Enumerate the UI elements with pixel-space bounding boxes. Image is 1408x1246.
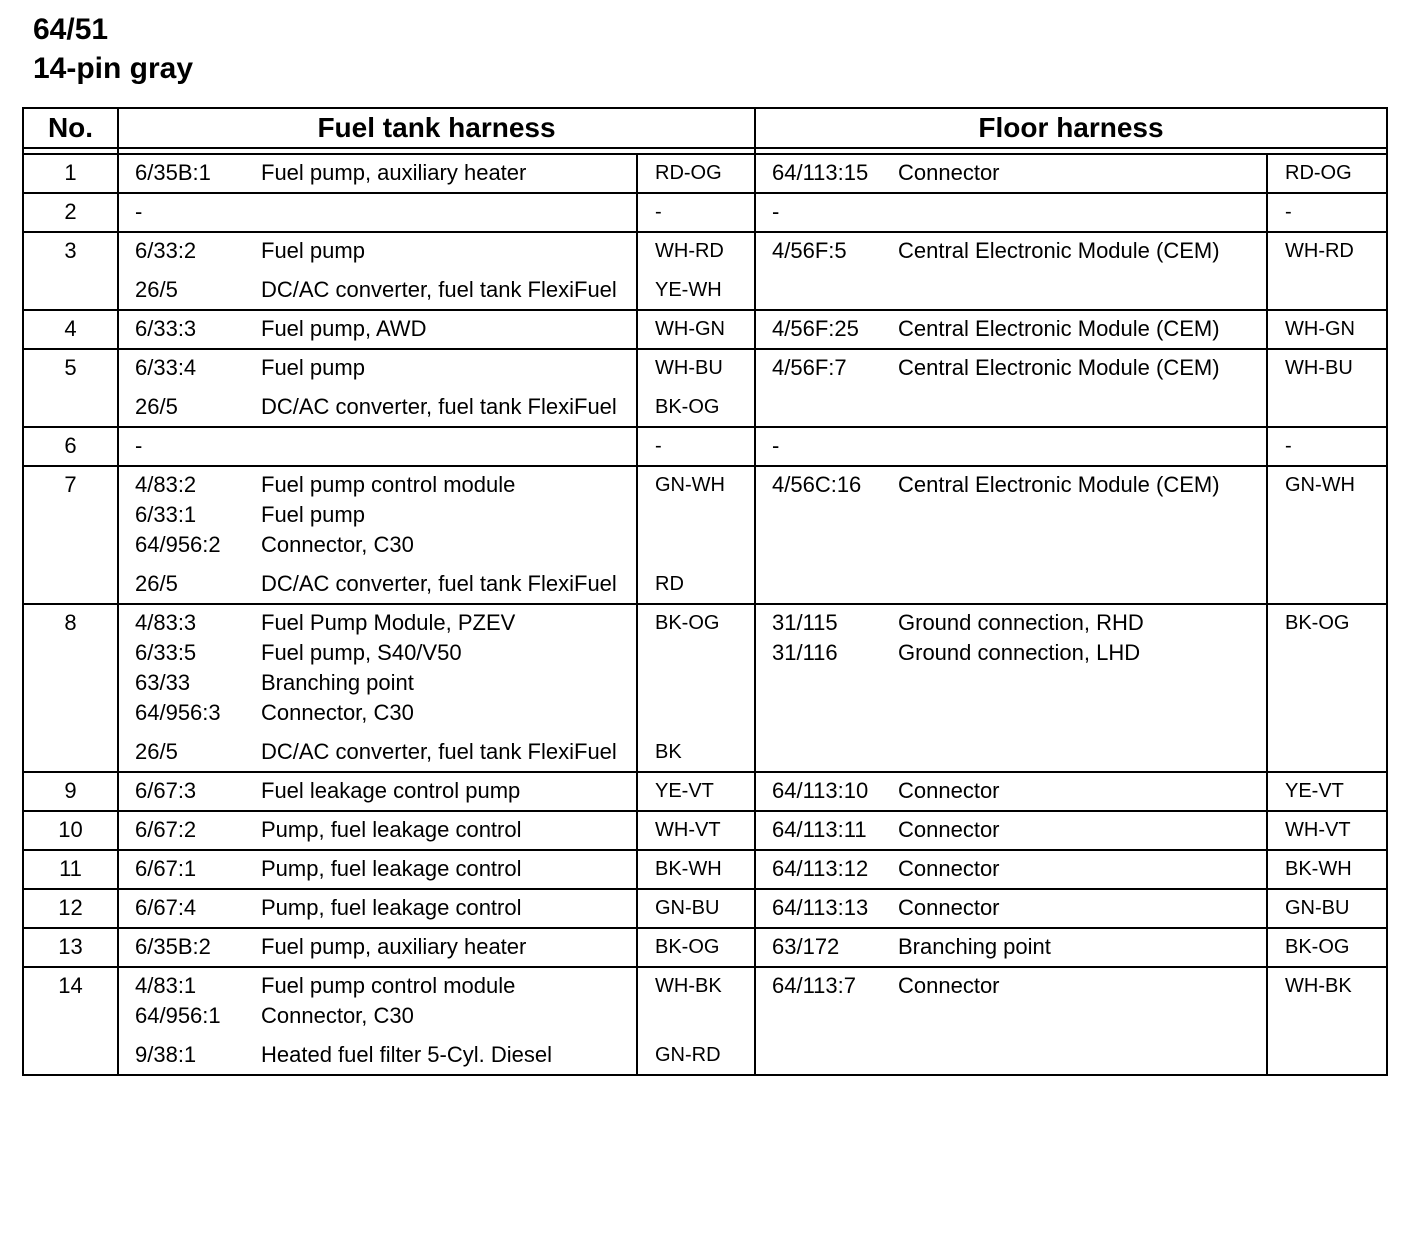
harness-entry xyxy=(756,608,1266,638)
component-code: 64/956:2 xyxy=(135,532,221,557)
harness-entry xyxy=(119,314,636,344)
wire-color xyxy=(655,530,754,560)
wire-color: BK-OG xyxy=(1285,612,1350,634)
fuel-tank-harness-cell xyxy=(118,154,637,193)
floor-wire-color-cell xyxy=(1267,349,1387,427)
harness-entry xyxy=(756,314,1266,344)
floor-harness-cell xyxy=(755,967,1267,1075)
component-code: 6/67:2 xyxy=(135,817,197,842)
component-description: Fuel pump xyxy=(261,355,365,380)
wire-color: YE-WH xyxy=(655,279,722,301)
floor-harness-cell xyxy=(755,466,1267,604)
table-row xyxy=(23,154,1387,193)
harness-entry xyxy=(119,197,636,227)
component-code: 64/113:12 xyxy=(772,856,869,881)
harness-entry xyxy=(119,815,636,845)
floor-harness-cell xyxy=(755,772,1267,811)
component-description xyxy=(898,431,1266,461)
harness-entry xyxy=(119,569,636,599)
header-no: No. xyxy=(23,108,118,148)
component-code: 6/67:4 xyxy=(135,895,197,920)
component-description: DC/AC converter, fuel tank FlexiFuel xyxy=(261,277,617,302)
wire-color xyxy=(655,1001,754,1031)
harness-entry xyxy=(756,815,1266,845)
pin-number: 6 xyxy=(23,427,118,466)
harness-entry xyxy=(119,236,636,266)
harness-entry xyxy=(756,776,1266,806)
pin-number: 1 xyxy=(23,154,118,193)
component-code: - xyxy=(135,433,143,458)
floor-harness-cell xyxy=(755,349,1267,427)
component-code: 4/56F:7 xyxy=(772,355,847,380)
harness-entry xyxy=(756,431,1266,461)
fuel-tank-harness-cell xyxy=(118,466,637,604)
component-description: Pump, fuel leakage control xyxy=(261,817,522,842)
wire-color: RD-OG xyxy=(1285,162,1352,184)
table-row xyxy=(23,811,1387,850)
component-code: 6/67:3 xyxy=(135,778,197,803)
floor-harness-cell xyxy=(755,232,1267,310)
component-description: Heated fuel filter 5-Cyl. Diesel xyxy=(261,1042,553,1067)
floor-wire-color-cell xyxy=(1267,232,1387,310)
wire-color xyxy=(655,500,754,530)
component-description: DC/AC converter, fuel tank FlexiFuel xyxy=(261,394,617,419)
harness-entry xyxy=(119,698,636,728)
component-description xyxy=(261,431,636,461)
floor-wire-color-cell xyxy=(1267,928,1387,967)
pin-table xyxy=(22,107,1388,1076)
header-fuel-tank-harness: Fuel tank harness xyxy=(118,108,755,148)
wire-color: GN-BU xyxy=(1285,897,1350,919)
fuel-tank-harness-cell xyxy=(118,928,637,967)
floor-wire-color-cell xyxy=(1267,154,1387,193)
wire-color xyxy=(655,638,754,668)
harness-entry xyxy=(119,500,636,530)
harness-entry xyxy=(756,158,1266,188)
component-description: Central Electronic Module (CEM) xyxy=(898,355,1220,380)
fuel-tank-wire-color-cell xyxy=(637,154,755,193)
floor-wire-color-cell xyxy=(1267,193,1387,232)
harness-entry xyxy=(119,776,636,806)
wire-color: GN-BU xyxy=(655,897,720,919)
pin-number: 5 xyxy=(23,349,118,427)
component-description xyxy=(261,197,636,227)
fuel-tank-wire-color-cell xyxy=(637,928,755,967)
wire-color: WH-RD xyxy=(1285,240,1354,262)
fuel-tank-harness-cell xyxy=(118,889,637,928)
harness-entry xyxy=(119,275,636,305)
component-description xyxy=(898,197,1266,227)
floor-wire-color-cell xyxy=(1267,889,1387,928)
floor-wire-color-cell xyxy=(1267,850,1387,889)
harness-entry xyxy=(119,893,636,923)
harness-entry xyxy=(119,353,636,383)
table-row xyxy=(23,466,1387,604)
component-code: 6/67:1 xyxy=(135,856,197,881)
floor-harness-cell xyxy=(755,811,1267,850)
component-description: Connector, C30 xyxy=(261,700,414,725)
fuel-tank-wire-color-cell xyxy=(637,811,755,850)
harness-entry xyxy=(119,737,636,767)
floor-wire-color-cell xyxy=(1267,427,1387,466)
floor-wire-color-cell xyxy=(1267,310,1387,349)
fuel-tank-wire-color-cell xyxy=(637,193,755,232)
wire-color: BK-OG xyxy=(655,396,720,418)
fuel-tank-wire-color-cell xyxy=(637,466,755,604)
wire-color: YE-VT xyxy=(655,780,714,802)
table-row xyxy=(23,310,1387,349)
table-row xyxy=(23,772,1387,811)
floor-harness-cell xyxy=(755,310,1267,349)
component-code: 64/113:10 xyxy=(772,778,869,803)
component-code: - xyxy=(772,433,780,458)
component-code: 64/956:1 xyxy=(135,1003,221,1028)
table-row xyxy=(23,232,1387,310)
harness-entry xyxy=(119,971,636,1001)
component-code: 6/35B:1 xyxy=(135,160,211,185)
wire-color: GN-WH xyxy=(655,474,725,496)
floor-harness-cell xyxy=(755,928,1267,967)
component-code: 4/83:1 xyxy=(135,973,197,998)
fuel-tank-harness-cell xyxy=(118,310,637,349)
wire-color: BK-OG xyxy=(655,612,720,634)
pin-number: 7 xyxy=(23,466,118,604)
component-code: 6/33:4 xyxy=(135,355,197,380)
component-code: 26/5 xyxy=(135,394,178,419)
component-description: Fuel pump, AWD xyxy=(261,316,427,341)
harness-entry xyxy=(756,854,1266,884)
fuel-tank-wire-color-cell xyxy=(637,967,755,1075)
floor-harness-cell xyxy=(755,850,1267,889)
component-code: 26/5 xyxy=(135,277,178,302)
pin-number: 11 xyxy=(23,850,118,889)
table-row xyxy=(23,889,1387,928)
pin-number: 2 xyxy=(23,193,118,232)
component-code: 31/115 xyxy=(772,610,838,635)
wire-color: - xyxy=(655,435,662,457)
fuel-tank-wire-color-cell xyxy=(637,427,755,466)
wire-color: - xyxy=(1285,201,1292,223)
fuel-tank-harness-cell xyxy=(118,811,637,850)
floor-wire-color-cell xyxy=(1267,604,1387,772)
table-row xyxy=(23,193,1387,232)
component-description: Pump, fuel leakage control xyxy=(261,856,522,881)
component-description: Connector, C30 xyxy=(261,1003,414,1028)
fuel-tank-harness-cell xyxy=(118,604,637,772)
component-description: Branching point xyxy=(261,670,414,695)
pin-number: 8 xyxy=(23,604,118,772)
component-description: Central Electronic Module (CEM) xyxy=(898,472,1220,497)
wire-color: RD xyxy=(655,573,684,595)
pin-number: 3 xyxy=(23,232,118,310)
fuel-tank-wire-color-cell xyxy=(637,349,755,427)
harness-entry xyxy=(119,1040,636,1070)
harness-entry xyxy=(119,608,636,638)
component-code: 64/113:13 xyxy=(772,895,869,920)
harness-entry xyxy=(119,158,636,188)
pin-number: 9 xyxy=(23,772,118,811)
harness-entry xyxy=(756,638,1266,668)
component-description: Connector, C30 xyxy=(261,532,414,557)
component-description: Fuel pump control module xyxy=(261,973,516,998)
harness-entry xyxy=(756,470,1266,500)
fuel-tank-wire-color-cell xyxy=(637,310,755,349)
wire-color: - xyxy=(655,201,662,223)
table-row xyxy=(23,850,1387,889)
wire-color: BK-OG xyxy=(655,936,720,958)
component-description: Ground connection, LHD xyxy=(898,640,1141,665)
component-code: 4/56C:16 xyxy=(772,472,862,497)
harness-entry xyxy=(119,854,636,884)
fuel-tank-wire-color-cell xyxy=(637,232,755,310)
wire-color: WH-BK xyxy=(655,975,722,997)
harness-entry xyxy=(119,392,636,422)
component-description: Fuel pump xyxy=(261,502,365,527)
fuel-tank-harness-cell xyxy=(118,967,637,1075)
wire-color xyxy=(655,698,754,728)
harness-entry xyxy=(119,668,636,698)
header-floor-harness: Floor harness xyxy=(755,108,1387,148)
harness-entry xyxy=(119,1001,636,1031)
component-code: 6/33:1 xyxy=(135,502,197,527)
wire-color: WH-GN xyxy=(655,318,725,340)
wire-color: WH-RD xyxy=(655,240,724,262)
wire-color: BK-WH xyxy=(655,858,722,880)
floor-harness-cell xyxy=(755,889,1267,928)
harness-entry xyxy=(119,638,636,668)
component-description: Connector xyxy=(898,973,1000,998)
harness-entry xyxy=(119,530,636,560)
connector-description: 14-pin gray xyxy=(33,52,194,85)
wire-color: BK xyxy=(655,741,682,763)
component-code: 4/56F:25 xyxy=(772,316,859,341)
harness-entry xyxy=(756,353,1266,383)
component-code: 6/33:5 xyxy=(135,640,197,665)
component-code: - xyxy=(772,199,780,224)
component-description: Fuel pump control module xyxy=(261,472,516,497)
fuel-tank-wire-color-cell xyxy=(637,772,755,811)
fuel-tank-wire-color-cell xyxy=(637,604,755,772)
component-code: 6/33:3 xyxy=(135,316,197,341)
wire-color: WH-VT xyxy=(1285,819,1351,841)
fuel-tank-harness-cell xyxy=(118,427,637,466)
wire-color: - xyxy=(1285,435,1292,457)
component-code: 64/113:15 xyxy=(772,160,869,185)
harness-entry xyxy=(756,893,1266,923)
wire-color: YE-VT xyxy=(1285,780,1344,802)
component-description: Fuel pump, auxiliary heater xyxy=(261,934,527,959)
wire-color: WH-VT xyxy=(655,819,721,841)
floor-harness-cell xyxy=(755,604,1267,772)
wire-color: BK-WH xyxy=(1285,858,1352,880)
component-code: 64/113:11 xyxy=(772,817,867,842)
component-code: 31/116 xyxy=(772,640,838,665)
floor-wire-color-cell xyxy=(1267,967,1387,1075)
component-description: Fuel pump, S40/V50 xyxy=(261,640,462,665)
component-description: Connector xyxy=(898,778,1000,803)
component-description: DC/AC converter, fuel tank FlexiFuel xyxy=(261,571,617,596)
fuel-tank-wire-color-cell xyxy=(637,850,755,889)
component-code: 26/5 xyxy=(135,571,178,596)
component-description: Connector xyxy=(898,160,1000,185)
harness-entry xyxy=(119,932,636,962)
component-description: Branching point xyxy=(898,934,1051,959)
component-description: Central Electronic Module (CEM) xyxy=(898,238,1220,263)
component-code: - xyxy=(135,199,143,224)
wire-color: WH-BK xyxy=(1285,975,1352,997)
floor-harness-cell xyxy=(755,427,1267,466)
pin-number: 14 xyxy=(23,967,118,1075)
wire-color: WH-BU xyxy=(1285,357,1353,379)
harness-entry xyxy=(119,470,636,500)
wire-color xyxy=(655,668,754,698)
fuel-tank-harness-cell xyxy=(118,193,637,232)
pin-number: 4 xyxy=(23,310,118,349)
table-row xyxy=(23,928,1387,967)
component-code: 64/956:3 xyxy=(135,700,221,725)
harness-entry xyxy=(756,197,1266,227)
component-code: 64/113:7 xyxy=(772,973,857,998)
wire-color: RD-OG xyxy=(655,162,722,184)
floor-harness-cell xyxy=(755,154,1267,193)
component-code: 63/172 xyxy=(772,934,840,959)
harness-entry xyxy=(756,932,1266,962)
harness-entry xyxy=(119,431,636,461)
fuel-tank-harness-cell xyxy=(118,850,637,889)
table-header-row xyxy=(23,108,1387,148)
fuel-tank-harness-cell xyxy=(118,772,637,811)
component-description: Fuel pump xyxy=(261,238,365,263)
fuel-tank-harness-cell xyxy=(118,232,637,310)
component-code: 63/33 xyxy=(135,670,191,695)
harness-entry xyxy=(756,971,1266,1001)
floor-harness-cell xyxy=(755,193,1267,232)
component-code: 4/83:2 xyxy=(135,472,197,497)
fuel-tank-wire-color-cell xyxy=(637,889,755,928)
wire-color: GN-WH xyxy=(1285,474,1355,496)
component-description: DC/AC converter, fuel tank FlexiFuel xyxy=(261,739,617,764)
wire-color: WH-BU xyxy=(655,357,723,379)
table-row xyxy=(23,349,1387,427)
component-description: Central Electronic Module (CEM) xyxy=(898,316,1220,341)
connector-id: 64/51 xyxy=(33,13,109,46)
floor-wire-color-cell xyxy=(1267,772,1387,811)
table-row xyxy=(23,604,1387,772)
component-description: Connector xyxy=(898,817,1000,842)
wire-color xyxy=(1285,638,1386,668)
pin-number: 13 xyxy=(23,928,118,967)
component-description: Pump, fuel leakage control xyxy=(261,895,522,920)
component-code: 9/38:1 xyxy=(135,1042,197,1067)
component-description: Ground connection, RHD xyxy=(898,610,1144,635)
component-code: 6/35B:2 xyxy=(135,934,211,959)
wire-color: WH-GN xyxy=(1285,318,1355,340)
floor-wire-color-cell xyxy=(1267,811,1387,850)
table-row xyxy=(23,967,1387,1075)
component-description: Connector xyxy=(898,895,1000,920)
component-code: 4/56F:5 xyxy=(772,238,847,263)
floor-wire-color-cell xyxy=(1267,466,1387,604)
wire-color: GN-RD xyxy=(655,1044,721,1066)
wire-color: BK-OG xyxy=(1285,936,1350,958)
component-description: Fuel leakage control pump xyxy=(261,778,521,803)
component-code: 6/33:2 xyxy=(135,238,197,263)
pin-number: 10 xyxy=(23,811,118,850)
harness-entry xyxy=(756,236,1266,266)
table-row xyxy=(23,427,1387,466)
fuel-tank-harness-cell xyxy=(118,349,637,427)
component-description: Connector xyxy=(898,856,1000,881)
component-code: 4/83:3 xyxy=(135,610,197,635)
component-description: Fuel Pump Module, PZEV xyxy=(261,610,516,635)
pin-number: 12 xyxy=(23,889,118,928)
component-code: 26/5 xyxy=(135,739,178,764)
component-description: Fuel pump, auxiliary heater xyxy=(261,160,527,185)
